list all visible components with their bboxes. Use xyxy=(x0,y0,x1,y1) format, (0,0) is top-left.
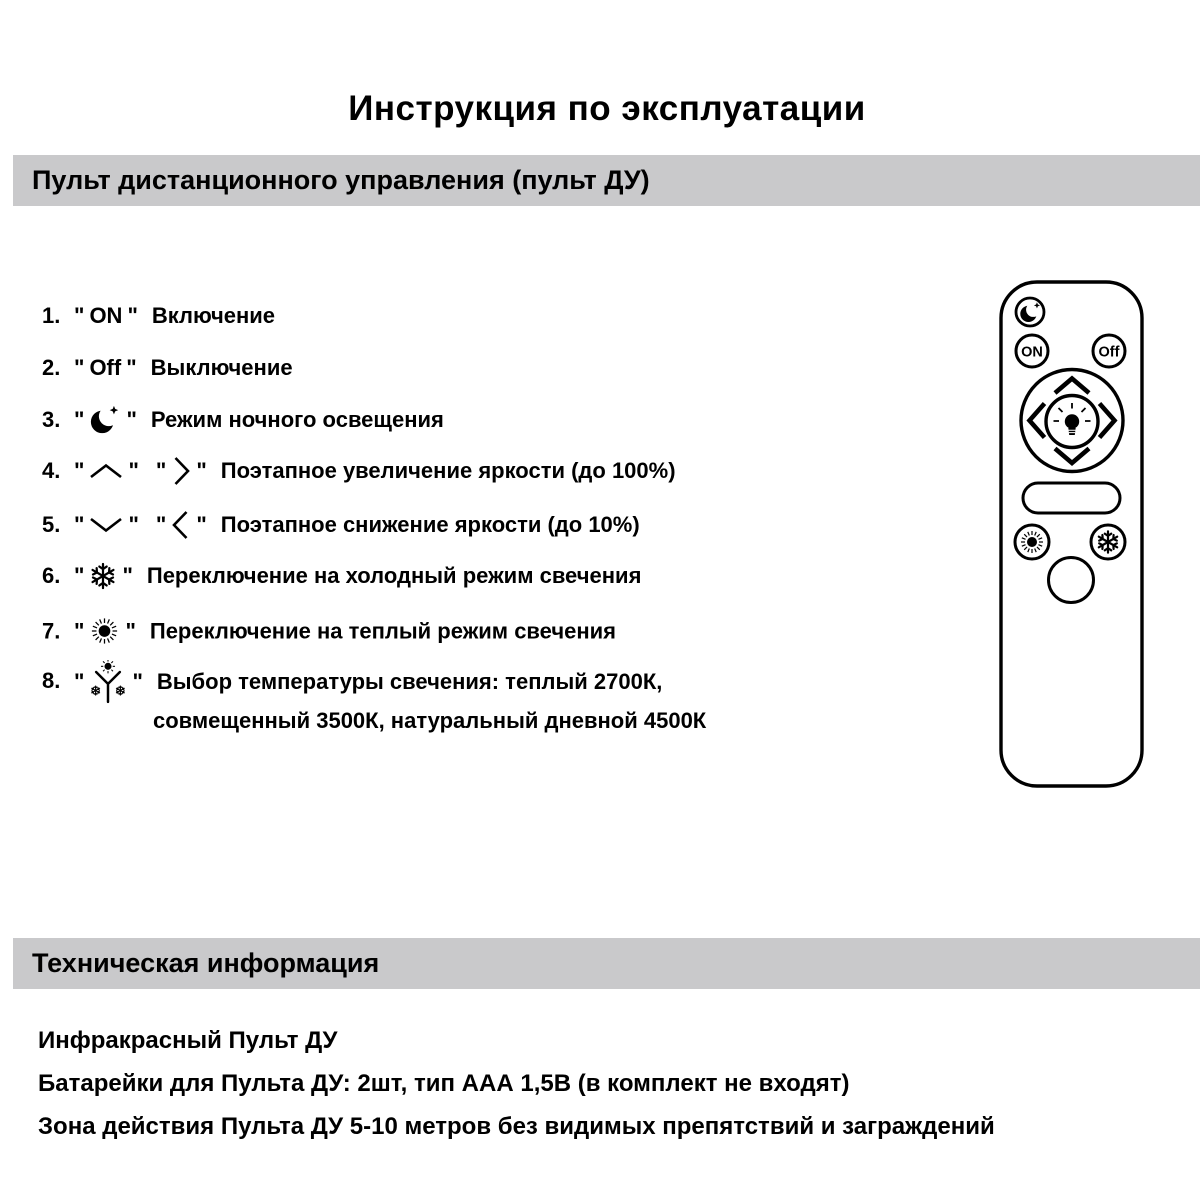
item-body xyxy=(69,456,676,486)
section-heading-tech xyxy=(13,938,1200,989)
item-number: 1. xyxy=(42,303,61,328)
item-number: 4. xyxy=(42,458,61,483)
quote-mark: " xyxy=(74,618,85,643)
quote-mark: " xyxy=(74,512,85,537)
quote-mark: " xyxy=(196,458,207,483)
quoted-button-icon xyxy=(69,562,138,590)
item-body xyxy=(69,404,444,436)
item-description: Переключение на теплый режим свечения xyxy=(149,618,617,643)
item-line xyxy=(69,355,293,381)
quote-mark: " xyxy=(74,303,85,328)
quote-mark: " xyxy=(74,355,85,380)
chevron-down-icon xyxy=(89,517,123,533)
item-line xyxy=(69,510,640,540)
quote-mark: " xyxy=(126,407,137,432)
button-label: Off xyxy=(89,355,122,380)
tech-info-line-3: Зона действия Пульта ДУ 5-10 метров без видимых препятствий и заграждений xyxy=(38,1113,995,1140)
instruction-item-6 xyxy=(42,562,641,590)
item-body xyxy=(69,660,706,734)
quote-mark: " xyxy=(125,618,136,643)
item-description: Переключение на холодный режим свечения xyxy=(146,563,642,588)
moon-icon xyxy=(89,404,121,436)
color-temp-icon xyxy=(89,660,127,704)
item-line xyxy=(69,660,706,704)
instruction-item-7 xyxy=(42,616,616,647)
quote-mark: " xyxy=(155,512,167,537)
quoted-button-icon xyxy=(151,456,212,486)
item-line xyxy=(69,562,641,590)
item-number: 2. xyxy=(42,355,61,380)
quoted-button-icon xyxy=(151,510,212,540)
item-description: Выбор температуры свечения: теплый 2700К, xyxy=(156,669,663,694)
item-line xyxy=(69,404,444,436)
instruction-item-2 xyxy=(42,355,293,381)
quote-mark: " xyxy=(127,303,138,328)
instruction-item-3 xyxy=(42,404,444,436)
instruction-item-1 xyxy=(42,303,275,329)
quote-mark: " xyxy=(126,355,137,380)
chevron-up-icon xyxy=(89,463,123,479)
quote-mark: " xyxy=(122,563,133,588)
item-line xyxy=(69,616,616,647)
tech-info-line-2: Батарейки для Пульта ДУ: 2шт, тип ААА 1,5В (в комплект не входят) xyxy=(38,1070,850,1097)
quoted-button-icon xyxy=(69,404,142,436)
item-body xyxy=(69,510,640,540)
instruction-item-8 xyxy=(42,660,706,734)
quote-mark: " xyxy=(155,458,167,483)
quote-mark: " xyxy=(74,669,85,694)
item-description: Выключение xyxy=(150,355,293,380)
quote-mark: " xyxy=(74,563,85,588)
item-description-line2: совмещенный 3500К, натуральный дневной 4500К xyxy=(153,708,707,733)
instruction-item-5 xyxy=(42,510,640,540)
quoted-button-icon xyxy=(69,512,144,538)
quoted-button-label xyxy=(69,303,143,329)
quoted-button-icon xyxy=(69,660,148,704)
item-line xyxy=(69,456,676,486)
snowflake-icon xyxy=(89,562,117,590)
sun-icon xyxy=(1021,531,1043,553)
item-number: 3. xyxy=(42,407,61,432)
item-body xyxy=(69,616,616,647)
on-button-label: ON xyxy=(1021,344,1043,361)
item-description: Поэтапное снижение яркости (до 10%) xyxy=(220,512,640,537)
sun-icon xyxy=(89,616,120,647)
section-heading-tech-label: Техническая информация xyxy=(32,948,380,978)
quote-mark: " xyxy=(74,407,85,432)
page-title: Инструкция по эксплуатации xyxy=(348,89,866,129)
remote-control-diagram xyxy=(995,275,1150,795)
chevron-left-icon xyxy=(171,510,191,540)
section-heading-remote-label: Пульт дистанционного управления (пульт ДУ) xyxy=(32,165,650,195)
item-number: 6. xyxy=(42,563,61,588)
quote-mark: " xyxy=(74,458,85,483)
button-label: ON xyxy=(89,303,123,328)
section-heading-remote xyxy=(13,155,1200,206)
item-body xyxy=(69,355,293,381)
item-description: Режим ночного освещения xyxy=(150,407,444,432)
item-number: 8. xyxy=(42,668,61,693)
quoted-button-label xyxy=(69,355,142,381)
item-description: Включение xyxy=(151,303,276,328)
quoted-button-icon xyxy=(69,616,141,647)
item-body xyxy=(69,562,641,590)
item-number: 5. xyxy=(42,512,61,537)
quote-mark: " xyxy=(196,512,207,537)
item-description: Поэтапное увеличение яркости (до 100%) xyxy=(220,458,676,483)
item-line xyxy=(69,303,275,329)
quote-mark: " xyxy=(128,458,139,483)
instruction-item-4 xyxy=(42,456,676,486)
chevron-right-icon xyxy=(171,456,191,486)
quote-mark: " xyxy=(128,512,139,537)
off-button-label: Off xyxy=(1098,344,1120,361)
item-number: 7. xyxy=(42,618,61,643)
item-body xyxy=(69,303,275,329)
quoted-button-icon xyxy=(69,458,144,484)
quote-mark: " xyxy=(132,669,143,694)
tech-info-line-1: Инфракрасный Пульт ДУ xyxy=(38,1027,338,1054)
